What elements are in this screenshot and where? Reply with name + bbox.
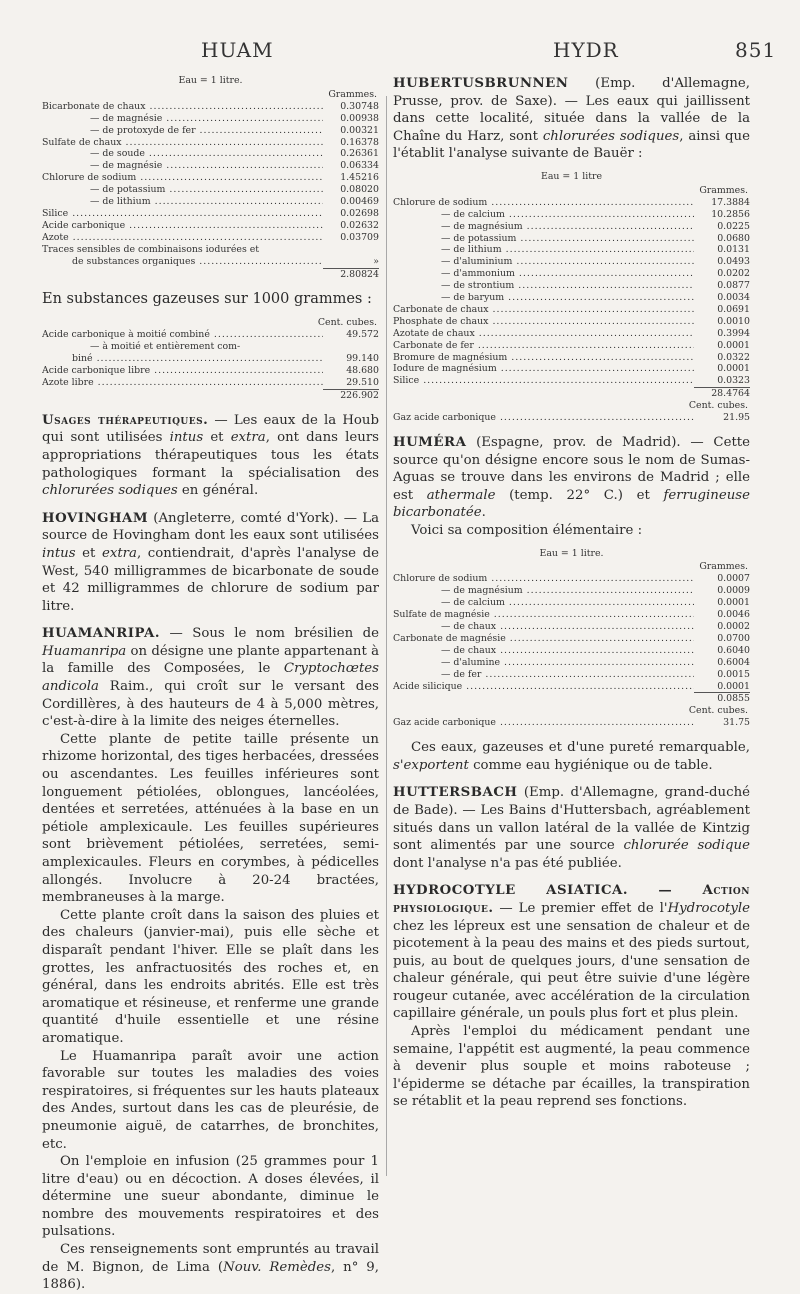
- row-value: 0.0010: [717, 315, 750, 327]
- row-value: 0.0680: [717, 232, 750, 244]
- italic-text: chlorurées sodiques: [542, 128, 680, 144]
- row-label: Silice .....: [42, 208, 323, 220]
- column-divider: [386, 96, 387, 1176]
- row-label: Chlorure de sodium .....: [393, 197, 694, 209]
- text: (temp. 22° C.) et: [495, 487, 664, 503]
- paragraph-effects: Après l'emploi du médicament pendant une semaine, l'appétit est augmenté, la peau commence à devenir plus souple et moins raboteuse ; l'épiderme se détache par écailles, la transpiration se rétablit et la peau reprend ses fonctions.: [393, 1024, 750, 1110]
- row-value: 0.6004: [717, 656, 750, 668]
- row-label: — de soude .....: [42, 148, 323, 160]
- table-unit: Grammes.: [699, 561, 748, 573]
- table-row: [393, 304, 750, 316]
- row-value: 0.03709: [340, 231, 379, 243]
- row-label: Carbonate de fer .....: [393, 340, 694, 352]
- table-unit: Cent. cubes.: [688, 400, 748, 412]
- entry-hubertusbrunnen: [393, 75, 750, 163]
- row-value: 0.0046: [717, 609, 750, 621]
- table-row: [393, 375, 750, 387]
- analysis-table-humera: [393, 548, 750, 730]
- italic-text: extra: [101, 545, 137, 561]
- row-label: — de magnésie .....: [42, 113, 323, 125]
- row-label: Sulfate de chaux .....: [42, 137, 323, 149]
- row-value: 0.0034: [717, 292, 750, 304]
- entry-heading: HUTTERSBACH: [393, 785, 518, 801]
- table-row: [393, 657, 750, 669]
- table-caption: Eau = 1 litre.: [539, 547, 604, 559]
- paragraph-description: Cette plante de petite taille présente un rhizome horizontal, des tiges herbacées, dressées ou ascendantes. Les feuilles inférieures sont longuement pétiolées, oblongues, lancéolées, dentées et serretées, atténuées à la base en un pétiole amplexicaule. Les feuilles supérieures sont brièvement pétiolées, serretées, semi-amplexicaules. Fleurs en corymbes, à pédicelles allongés. Involucre à 20-24 bractées, membraneuses à la marge.: [42, 731, 379, 906]
- text: chez les lépreux est une sensation de chaleur et de picotement à la peau des mains et des pieds surtout, puis, au bout de quelques jours, d'une sensation de chaleur générale, qui peut être suivie d'une légère rougeur cutanée, avec accélération de la circulation capillaire générale, un pouls plus fort et plus plein.: [393, 918, 750, 1022]
- row-value: 31.75: [723, 717, 750, 729]
- row-label: — d'aluminium .....: [393, 256, 694, 268]
- row-value: 0.08020: [340, 184, 379, 196]
- entry-humera: [393, 434, 750, 522]
- table-row: [393, 597, 750, 609]
- entry-heading: HYDROCOTYLE ASIATICA. — Action physiologique.: [393, 883, 750, 916]
- row-label: — de magnésium .....: [393, 585, 694, 597]
- table-total-row: [42, 268, 379, 281]
- row-label: — de lithium .....: [42, 196, 323, 208]
- row-value: 49.572: [346, 329, 379, 341]
- entry-heading: HUBERTUSBRUNNEN: [393, 76, 569, 91]
- table-row: [42, 244, 379, 256]
- row-value: 0.02698: [340, 207, 379, 219]
- row-value: 0.0202: [717, 268, 750, 280]
- text: et: [203, 430, 231, 446]
- row-value: 0.0007: [717, 573, 750, 585]
- table-row: [393, 585, 750, 597]
- row-label: — de protoxyde de fer .....: [42, 125, 323, 137]
- table-row: [42, 137, 379, 149]
- italic-text: athermale: [426, 487, 496, 503]
- text: on désigne une plante appartenant à la famille des Composées, le: [42, 643, 379, 677]
- italic-text: Hydrocotyle: [667, 900, 750, 916]
- gas-table-huam: [42, 317, 379, 401]
- table-total: 28.4764: [694, 387, 750, 400]
- row-label: — de potassium .....: [393, 233, 694, 245]
- table-row: [393, 280, 750, 292]
- italic-text: extra: [230, 430, 266, 446]
- row-value: 0.0015: [717, 668, 750, 680]
- table-rows: [42, 101, 379, 268]
- table-row: [42, 184, 379, 196]
- table-unit: Grammes.: [699, 184, 748, 196]
- table-total-row: [42, 389, 379, 402]
- section-subtitle: En substances gazeuses sur 1000 grammes :: [42, 291, 372, 308]
- italic-text: intus: [169, 430, 204, 446]
- table-row: [393, 669, 750, 681]
- page-number: 851: [735, 38, 777, 62]
- table-row: [393, 221, 750, 233]
- table-row: [393, 209, 750, 221]
- row-label: Acide silicique .....: [393, 681, 694, 693]
- left-column: [42, 75, 379, 1294]
- row-label: biné .....: [42, 353, 323, 365]
- italic-text: Huamanripa: [42, 643, 127, 659]
- row-value: 0.16378: [340, 136, 379, 148]
- text: comme eau hygiénique ou de table.: [468, 757, 713, 773]
- table-total: 2.80824: [323, 268, 379, 281]
- text: (Angleterre, comté d'York). — La source de Hovingham dont les eaux sont utilisées: [42, 510, 379, 544]
- table-total: 0.0855: [694, 692, 750, 705]
- table-caption: Eau = 1 litre: [540, 170, 603, 182]
- table-row: [42, 232, 379, 244]
- row-label: Silice .....: [393, 375, 694, 387]
- row-value: 0.0001: [717, 680, 750, 692]
- table-row: [42, 341, 379, 353]
- table-row: [393, 681, 750, 693]
- row-label: — de magnésium .....: [393, 221, 694, 233]
- table-row: [393, 645, 750, 657]
- table-row: [42, 377, 379, 389]
- table-row: [42, 365, 379, 377]
- entry-heading: Usages thérapeutiques.: [42, 412, 209, 428]
- row-label: Bicarbonate de chaux .....: [42, 101, 323, 113]
- row-value: 0.6040: [717, 644, 750, 656]
- row-label: de substances organiques .....: [42, 256, 323, 268]
- table-row: [393, 352, 750, 364]
- text: (Espagne, prov. de Madrid). — Cette source qu'on désigne encore sous le nom de Sumas-Aguas se trouve dans les environs de Madrid ; elle est: [393, 435, 750, 503]
- row-value: 0.0001: [717, 597, 750, 609]
- italic-text: intus: [42, 545, 76, 561]
- text: , ont dans leurs appropriations thérapeutiques tous les états pathologiques formant la spécialisation des: [42, 430, 379, 481]
- row-value: 48.680: [346, 365, 379, 377]
- row-value: 0.06334: [340, 160, 379, 172]
- table-row: [393, 573, 750, 585]
- row-value: 99.140: [346, 353, 379, 365]
- row-label: Gaz acide carbonique .....: [393, 717, 694, 729]
- row-label: Azote .....: [42, 232, 323, 244]
- analysis-table-huam: [42, 75, 379, 280]
- text: (Emp. d'Allemagne, grand-duché de Bade). — Les Bains d'Huttersbach, agréablement situés dans un vallon latéral de la vallée de Kintzig sont alimentés par une source: [393, 785, 750, 854]
- italic-text: ferrugineuse bicarbonatée: [393, 487, 750, 521]
- row-value: 0.0001: [717, 363, 750, 375]
- row-label: Acide carbonique à moitié combiné .....: [42, 329, 323, 341]
- table-total: 226.902: [323, 389, 379, 402]
- table-row: [393, 609, 750, 621]
- table-row: [393, 621, 750, 633]
- row-label: Acide carbonique .....: [42, 220, 323, 232]
- italic-text: chlorurée sodique: [623, 838, 750, 854]
- table-row: [42, 113, 379, 125]
- table-row: [393, 328, 750, 340]
- entry-heading: HUAMANRIPA.: [42, 626, 161, 642]
- paragraph-habitat: Cette plante croît dans la saison des pluies et des chaleurs (janvier-mai), puis elle sèche et disparaît pendant l'hiver. Elle se plaît dans les grottes, les anfractuosités des roches et, en général, dans les endroits abrités. Elle est très aromatique et résineuse, et renferme une grande quantité d'huile essentielle et une résine aromatique.: [42, 907, 379, 1046]
- table-row: [393, 233, 750, 245]
- row-label: — de calcium .....: [393, 597, 694, 609]
- running-head-right: HYDR: [553, 38, 619, 62]
- text: , contiendrait, d'après l'analyse de West, 540 milligrammes de bicarbonate de soude et 42 milligrammes de chlorure de sodium par litre.: [42, 545, 379, 614]
- running-head-left: HUAM: [201, 38, 274, 62]
- table-row: [42, 172, 379, 184]
- row-label: Acide carbonique libre .....: [42, 365, 323, 377]
- table-row: [393, 197, 750, 209]
- text: Ces eaux, gazeuses et d'une pureté remarquable,: [411, 740, 750, 756]
- table-unit: Cent. cubes.: [317, 317, 377, 329]
- row-value: 1.45216: [340, 172, 379, 184]
- row-value: 0.0002: [717, 621, 750, 632]
- paragraph-action: Le Huamanripa paraît avoir une action favorable sur toutes les maladies des voies respiratoires, si fréquentes sur les hauts plateaux des Andes, surtout dans les cas de pleurésie, de pneumonie aiguë, de catarrhes, de bronchites, etc.: [42, 1048, 379, 1152]
- row-value: 0.02632: [340, 219, 379, 231]
- text: — Les eaux de la Houb qui sont utilisées: [42, 412, 379, 446]
- text: , ainsi que l'établit l'analyse suivante de Bauër :: [393, 128, 750, 162]
- entry-heading: HOVINGHAM: [42, 510, 149, 526]
- row-value: 10.2856: [711, 208, 750, 220]
- table-row: [393, 412, 750, 424]
- row-value: 0.0131: [717, 244, 750, 256]
- row-label: — de calcium .....: [393, 209, 694, 221]
- row-label: Sulfate de magnésie .....: [393, 609, 694, 621]
- row-label: Azote libre .....: [42, 377, 323, 389]
- text: et: [75, 545, 102, 561]
- row-label: Traces sensibles de combinaisons iodurées et: [42, 243, 260, 255]
- table-row: [42, 148, 379, 160]
- table-total-row: [393, 692, 750, 705]
- italic-text: Nouv. Remèdes: [223, 1259, 331, 1275]
- table-row: [393, 244, 750, 256]
- row-label: — de chaux .....: [393, 621, 694, 633]
- row-value: 0.0493: [717, 256, 750, 268]
- table-row: [42, 256, 379, 268]
- table-row: [42, 208, 379, 220]
- row-value: 21.95: [723, 412, 750, 424]
- entry-huttersbach: [393, 784, 750, 872]
- paragraph-intro: Voici sa composition élémentaire :: [411, 522, 643, 538]
- table-row: [393, 292, 750, 304]
- table-unit: Cent. cubes.: [688, 705, 748, 717]
- row-label: Bromure de magnésium .....: [393, 352, 694, 364]
- row-value: 0.0877: [717, 280, 750, 292]
- table-caption: Eau = 1 litre.: [178, 75, 243, 86]
- row-label: — d'ammonium .....: [393, 268, 694, 280]
- row-label: — de potassium .....: [42, 184, 323, 196]
- table-row: [393, 268, 750, 280]
- row-value: 0.0700: [717, 632, 750, 644]
- entry-hovingham: [42, 510, 379, 616]
- row-value: 0.00321: [340, 124, 379, 136]
- table-row: [42, 196, 379, 208]
- row-label: — à moitié et entièrement com-: [90, 341, 241, 353]
- entry-hydrocotyle: [393, 882, 750, 1023]
- table-row: [393, 363, 750, 375]
- analysis-table-hubertusbrunnen: [393, 171, 750, 424]
- table-unit: Grammes.: [328, 88, 377, 100]
- row-label: — de baryum .....: [393, 292, 694, 304]
- row-value: 0.0225: [717, 220, 750, 232]
- table-row: [393, 340, 750, 352]
- italic-text: chlorurées sodiques: [42, 483, 178, 499]
- row-label: Azotate de chaux .....: [393, 328, 694, 340]
- row-label: Phosphate de chaux .....: [393, 316, 694, 328]
- text: — Sous le nom brésilien de: [160, 626, 379, 642]
- text: (Emp. d'Allemagne, Prusse, prov. de Saxe). — Les eaux qui jaillissent dans cette localité, située dans la vallée de la Chaîne du Harz, sont: [393, 76, 750, 144]
- row-label: — de chaux .....: [393, 645, 694, 657]
- text: en général.: [177, 483, 259, 499]
- text: Raim., qui croît sur le versant des Cordillères, à des hauteurs de 4 à 5,000 mètres, c'est-à-dire à la limite des neiges éternelles.: [42, 679, 379, 730]
- table-row: [42, 353, 379, 365]
- text: dont l'analyse n'a pas été publiée.: [393, 855, 622, 871]
- paragraph-usage: On l'emploie en infusion (25 grammes pour 1 litre d'eau) ou en décoction. A doses élevées, il détermine une sueur abondante, diminue le nombre des mouvements respiratoires et des pulsations.: [42, 1154, 379, 1240]
- text: .: [481, 505, 486, 521]
- text: , n° 9, 1886).: [42, 1259, 379, 1293]
- text: — Le premier effet de l': [493, 900, 668, 916]
- table-row: [42, 101, 379, 113]
- table-row: [393, 633, 750, 645]
- row-label: — d'alumine .....: [393, 657, 694, 669]
- table-row: [42, 125, 379, 137]
- row-label: — de strontium .....: [393, 280, 694, 292]
- table-row: [393, 256, 750, 268]
- row-value: 0.0009: [717, 585, 750, 597]
- right-column: [393, 75, 750, 1111]
- row-value: 0.0691: [717, 303, 750, 315]
- entry-heading: HUMÉRA: [393, 435, 467, 450]
- row-label: — de fer .....: [393, 669, 694, 681]
- table-row: [393, 717, 750, 729]
- italic-text: s'exportent: [393, 757, 469, 773]
- table-row: [393, 316, 750, 328]
- table-row: [42, 160, 379, 172]
- row-value: 17.3884: [711, 196, 750, 208]
- row-label: Carbonate de chaux .....: [393, 304, 694, 316]
- row-label: — de lithium .....: [393, 244, 694, 256]
- paragraph-usages: [42, 412, 379, 500]
- table-row: [42, 329, 379, 341]
- row-value: 0.0322: [717, 351, 750, 363]
- row-label: Iodure de magnésium .....: [393, 363, 694, 375]
- row-label: Gaz acide carbonique .....: [393, 412, 694, 424]
- table-rows: [393, 573, 750, 692]
- row-value: 0.3994: [717, 327, 750, 339]
- table-total-row: [393, 387, 750, 400]
- row-value: 0.0323: [717, 375, 750, 387]
- table-rows: [393, 197, 750, 388]
- row-value: »: [373, 255, 379, 267]
- row-value: 0.0001: [717, 339, 750, 351]
- text: Ces renseignements sont empruntés au travail de M. Bignon, de Lima (: [42, 1242, 379, 1275]
- row-label: Carbonate de magnésie .....: [393, 633, 694, 645]
- italic-text: Cryptochœtes andicola: [42, 661, 379, 695]
- row-value: 29.510: [346, 376, 379, 388]
- paragraph-export: [393, 739, 750, 774]
- entry-huamanripa: [42, 625, 379, 731]
- row-label: Chlorure de sodium .....: [393, 573, 694, 585]
- paragraph-source: [42, 1241, 379, 1294]
- row-value: 0.00938: [340, 112, 379, 124]
- row-label: Chlorure de sodium .....: [42, 172, 323, 184]
- row-value: 0.26361: [340, 148, 379, 160]
- row-value: 0.00469: [340, 196, 379, 208]
- row-label: — de magnésie .....: [42, 160, 323, 172]
- table-rows: [42, 329, 379, 389]
- table-row: [42, 220, 379, 232]
- row-value: 0.30748: [340, 100, 379, 112]
